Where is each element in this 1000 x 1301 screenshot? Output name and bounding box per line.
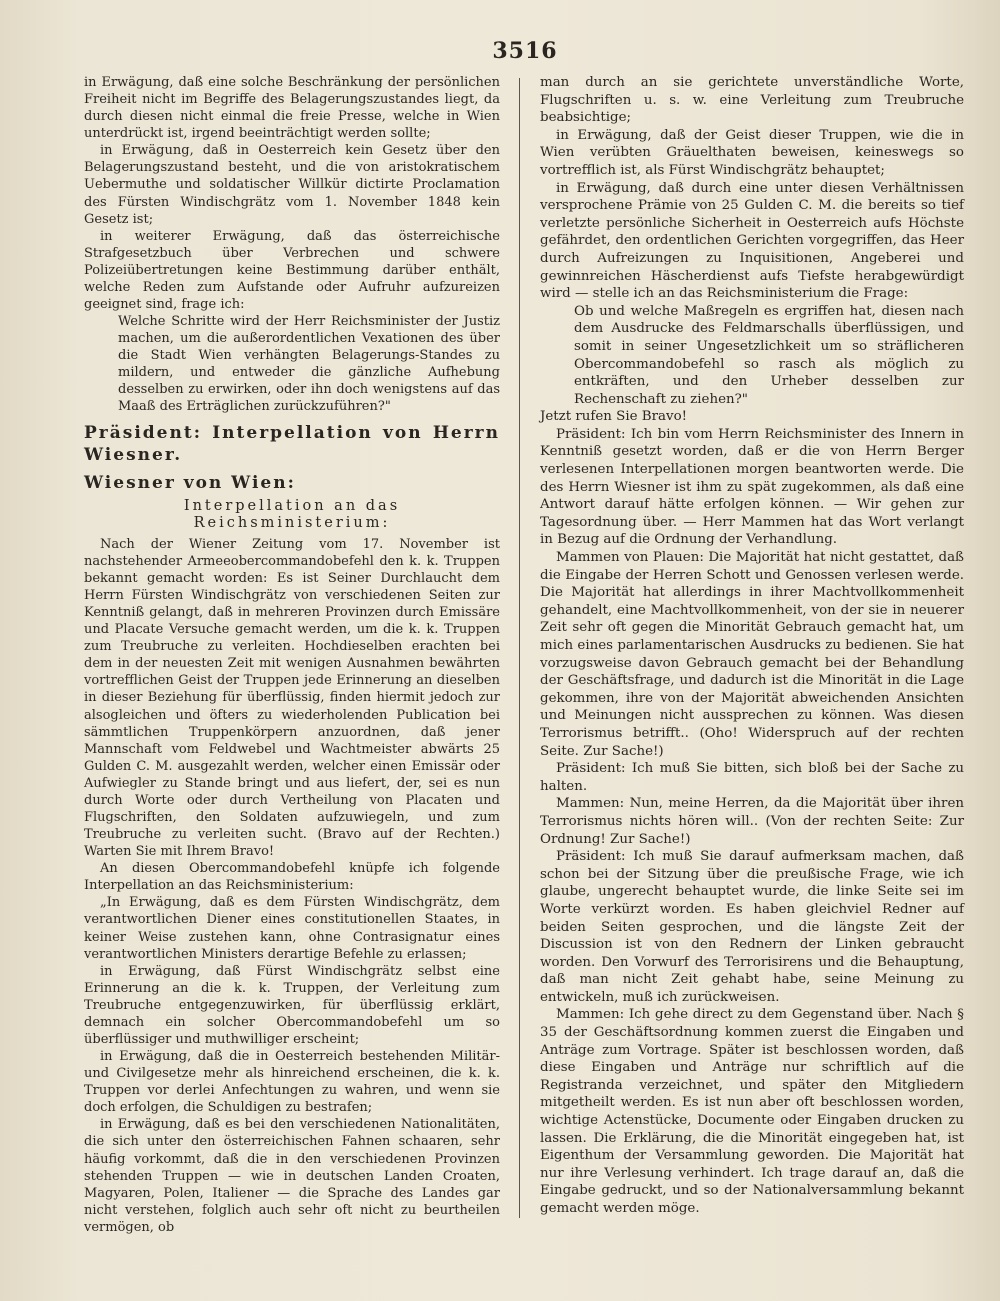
paragraph: Präsident: Ich muß Sie bitten, sich bloß bei der Sache zu halten. [540, 761, 964, 794]
speaker-heading: Präsident: Interpellation von Herrn Wiesner. [84, 422, 500, 465]
paragraph: An diesen Obercommandobefehl knüpfe ich folgende Interpellation an das Reichsministerium: [84, 861, 500, 894]
paragraph: man durch an sie gerichtete unverständliche Worte, Flugschriften u. s. w. eine Verleitung zum Treubruche beabsichtige; [540, 75, 964, 126]
page-number: 3516 [492, 38, 558, 64]
paragraph: in Erwägung, daß Fürst Windischgrätz selbst eine Erinnerung an die k. k. Truppen, der Verleitung zum Treubruche entgegenzuwirken, für überflüssig erklärt, demnach ein solcher Obercommandobefehl um so überflüssiger und muthwilliger erscheint; [84, 963, 500, 1047]
paragraph: Nach der Wiener Zeitung vom 17. November ist nachstehender Armeeobercommandobefehl den k. k. Truppen bekannt gemacht worden: Es ist Seiner Durchlaucht dem Herrn Fürsten Windischgrätz von verschiedenen Seiten zur Kenntniß gelangt, daß in mehreren Provinzen durch Emissäre und Placate Versuche gemacht werden, um die k. k. Truppen zum Treubruche zu verleiten. Hochdieselben erachten bei dem in der neuesten Zeit mit wenigen Ausnahmen bewährten vortrefflichen Geist der Truppen jede Erinnerung an dieselben in dieser Beziehung für überflüssig, finden hiermit jedoch zur alsogleichen und öfters zu wiederholenden Publication bei sämmtlichen Truppenkörpern anzuordnen, daß jener Mannschaft vom Feldwebel und Wachtmeister abwärts 25 Gulden C. M. ausgezahlt werden, welcher einen Emissär oder Aufwiegler zu Stande bringt und aus liefert, der, sei es nun durch Worte oder durch Vertheilung von Placaten und Flugschriften, den Soldaten aufzuwiegeln, und zum Treubruche zu verleiten sucht. (Bravo auf der Rechten.) Warten Sie mit Ihrem Bravo! [84, 536, 500, 860]
paragraph: in Erwägung, daß der Geist dieser Truppen, wie die in Wien verübten Gräuelthaten beweisen, keineswegs so vortrefflich ist, als Fürst Windischgrätz behauptet; [540, 127, 964, 178]
speaker-heading: Wiesner von Wien: [84, 472, 296, 493]
right-column [540, 74, 964, 1218]
paragraph: in Erwägung, daß die in Oesterreich bestehenden Militär- und Civilgesetze mehr als hinreichend erscheinen, die k. k. Truppen vor derlei Anfechtungen zu wahren, und wenn sie doch erfolgen, die Schuldigen zu bestrafen; [84, 1049, 500, 1116]
paragraph: Präsident: Ich bin vom Herrn Reichsminister des Innern in Kenntniß gesetzt worden, daß er die von Herrn Berger verlesenen Interpellationen morgen beantworten werde. Die des Herrn Wiesner ist ihm zu spät zugekommen, als daß eine Antwort darauf hätte erfolgen können. — Wir gehen zur Tagesordnung über. — Herr Mammen hat das Wort verlangt in Bezug auf die Ordnung der Verhandlung. [540, 426, 964, 548]
paragraph: in Erwägung, daß es bei den verschiedenen Nationalitäten, die sich unter den österreichischen Fahnen schaaren, sehr häufig vorkommt, daß die in den verschiedenen Provinzen stehenden Truppen — wie in deutschen Landen Croaten, Magyaren, Polen, Italiener — die Sprache des Landes gar nicht verstehen, folglich auch sehr oft nicht zu beurtheilen vermögen, ob [84, 1117, 500, 1235]
paragraph: Mammen: Ich gehe direct zu dem Gegenstand über. Nach § 35 der Geschäftsordnung kommen zuerst die Eingaben und Anträge zum Vortrage. Später ist beschlossen worden, daß diese Eingaben und Anträge nur schriftlich auf die Registranda verzeichnet, und später den Mitgliedern mitgetheilt werden. Es ist nun aber oft beschlossen worden, wichtige Actenstücke, Documente oder Eingaben drucken zu lassen. Die Erklärung, die die Minorität eingegeben hat, ist Eigenthum der Versammlung geworden. Die Majorität hat nur ihre Verlesung verhindert. Ich trage darauf an, daß die Eingabe gedruckt, und so der Nationalversammlung bekannt gemacht werden möge. [540, 1007, 964, 1216]
column-divider [519, 78, 520, 1218]
paragraph: in Erwägung, daß in Oesterreich kein Gesetz über den Belagerungszustand besteht, und die von aristokratischem Uebermuthe und soldatischer Willkür dictirte Proclamation des Fürsten Windischgrätz vom 1. November 1848 kein Gesetz ist; [84, 143, 500, 227]
paragraph: in weiterer Erwägung, daß das österreichische Strafgesetzbuch über Verbrechen und schwere Polizeiübertretungen keine Bestimmung darüber enthält, welche Reden zum Aufstande oder Aufruhr aufzureizen geeignet sind, frage ich: [84, 228, 500, 313]
paragraph: in Erwägung, daß durch eine unter diesen Verhältnissen versprochene Prämie von 25 Gulden C. M. die bereits so tief verletzte persönliche Sicherheit in Oesterreich aufs Höchste gefährdet, den ordentlichen Gerichten vorgegriffen, das Heer durch Aufreizungen zu Inquisitionen, Angeberei und gewinnreichen Häscherdienst aufs Tiefste herabgewürdigt wird — stelle ich an das Reichsministerium die Frage: [540, 180, 964, 302]
paragraph: Jetzt rufen Sie Bravo! [540, 409, 688, 425]
paragraph: Präsident: Ich muß Sie darauf aufmerksam machen, daß schon bei der Sitzung über die preußische Frage, wie ich glaube, ungerecht behauptet wurde, die linke Seite sei im Worte verkürzt worden. Es haben gleichviel Redner auf beiden Seiten gesprochen, und die längste Zeit der Discussion ist von den Rednern der Linken gebraucht worden. Den Vorwurf des Terrorisirens und die Behauptung, daß man nicht Zeit gehabt habe, seine Meinung zu entwickeln, muß ich zurückweisen. [540, 849, 964, 1005]
section-heading: Interpellation an das Reichsministerium: [183, 497, 401, 531]
paragraph: Welche Schritte wird der Herr Reichsminister der Justiz machen, um die außerordentlichen Vexationen des über die Stadt Wien verhängten Belagerungs-Standes zu mildern, und entweder die gänzliche Aufhebung desselben zu erwirken, oder ihn doch wenigstens auf das Maaß des Erträglichen zurückzuführen?" [118, 314, 500, 415]
left-column [84, 74, 500, 1236]
paragraph: Mammen: Nun, meine Herren, da die Majorität über ihren Terrorismus nichts hören will.. (Von der rechten Seite: Zur Ordnung! Zur Sache!) [540, 796, 964, 847]
paragraph: Mammen von Plauen: Die Majorität hat nicht gestattet, daß die Eingabe der Herren Schott und Genossen verlesen werde. Die Majorität hat allerdings in ihrer Machtvollkommenheit gehandelt, eine Machtvollkommenheit, von der sie in neuerer Zeit sehr oft gegen die Minorität Gebrauch gemacht hat, um mich eines parlamentarischen Ausdrucks zu bedienen. Sie hat vorzugsweise davon Gebrauch gemacht bei der Behandlung der Geschäftsfrage, und dadurch ist die Minorität in die Lage gekommen, ihre von der Majorität abweichenden Ansichten und Meinungen nicht aussprechen zu können. Was diesen Terrorismus betrifft.. (Oho! Widerspruch auf der rechten Seite. Zur Sache!) [540, 550, 964, 759]
paragraph: in Erwägung, daß eine solche Beschränkung der persönlichen Freiheit nicht im Begriffe des Belagerungszustandes liegt, da durch diesen nicht einmal die freie Presse, welche in Wien unterdrückt ist, irgend beeinträchtigt werden sollte; [84, 75, 500, 142]
paragraph: „In Erwägung, daß es dem Fürsten Windischgrätz, dem verantwortlichen Diener eines constitutionellen Staates, in keiner Weise zustehen kann, ohne Contrasignatur eines verantwortlichen Ministers derartige Befehle zu erlassen; [84, 895, 500, 962]
paragraph: Ob und welche Maßregeln es ergriffen hat, diesen nach dem Ausdrucke des Feldmarschalls überflüssigen, und somit in seiner Ungesetzlichkeit um so sträflicheren Obercommandobefehl so rasch als möglich zu entkräften, und den Urheber desselben zur Rechenschaft zu ziehen?" [574, 303, 964, 407]
